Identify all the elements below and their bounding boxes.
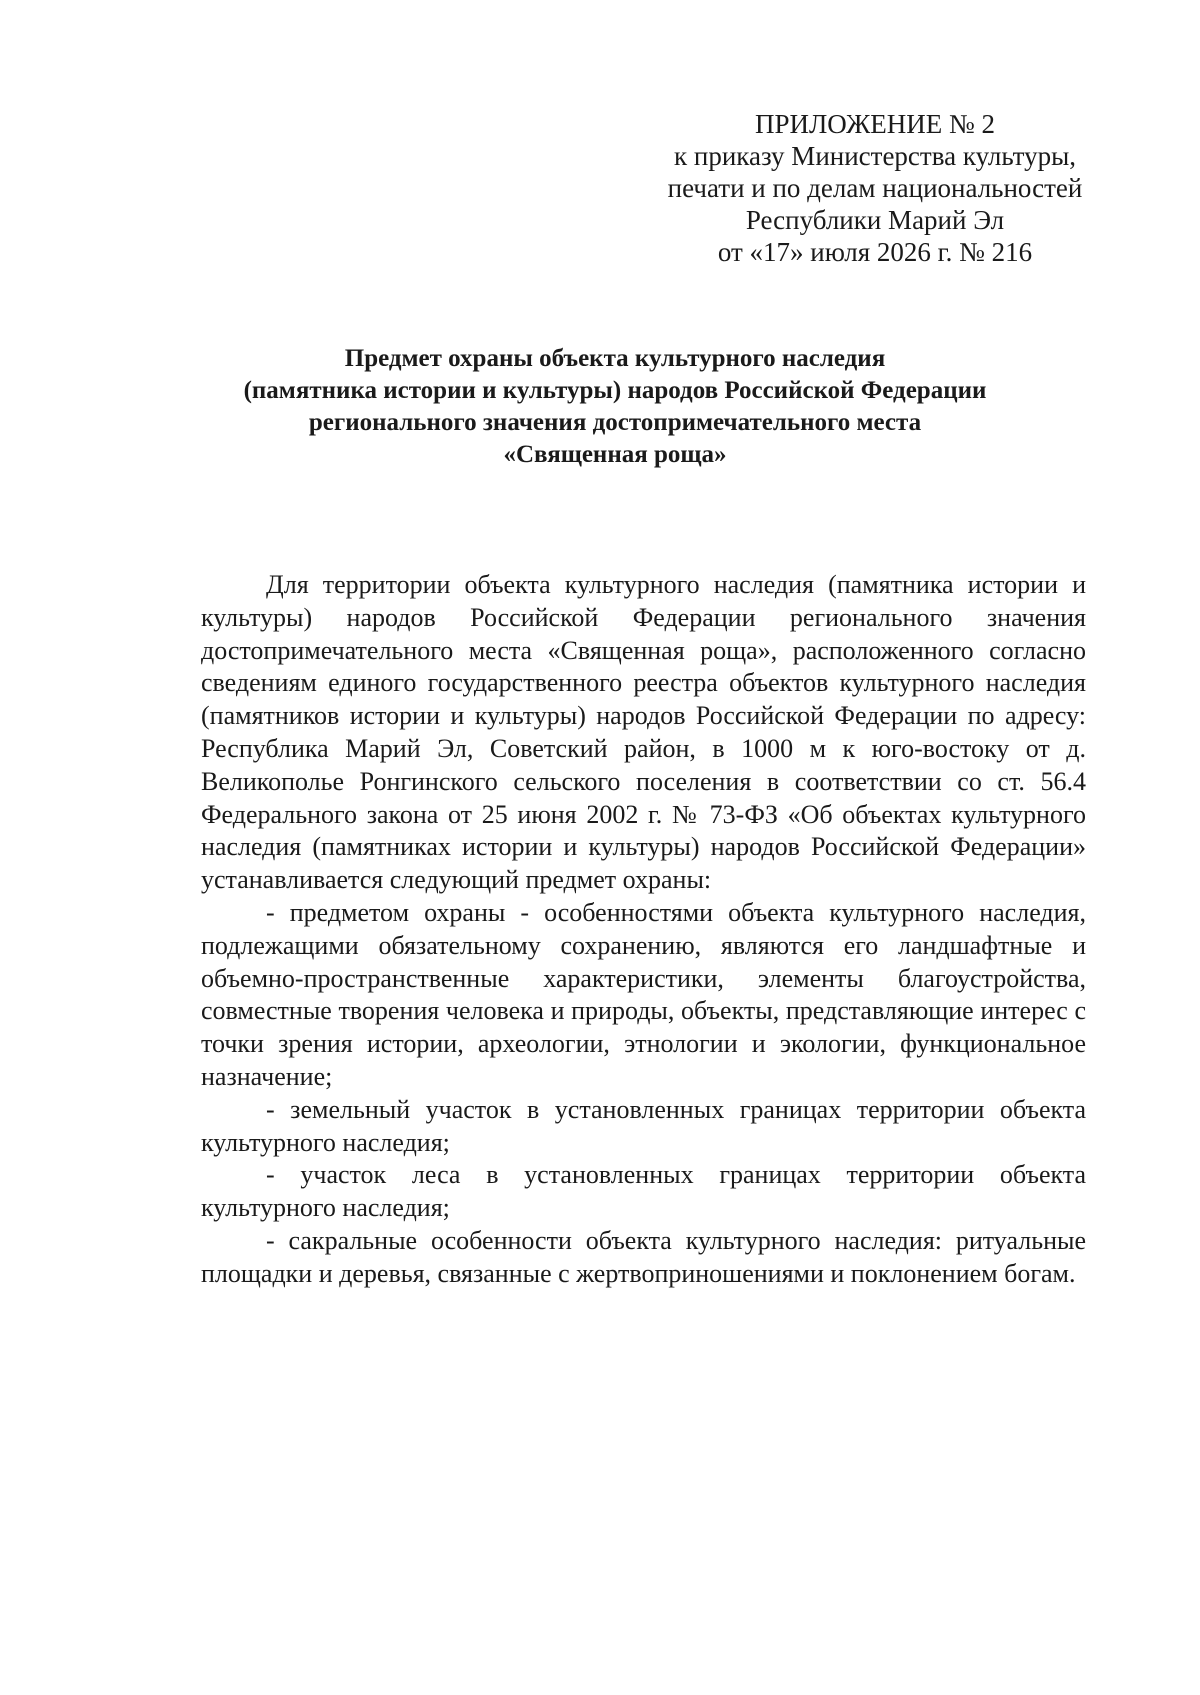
- document-body: [201, 569, 1086, 1291]
- intro-paragraph: Для территории объекта культурного наследия (памятника истории и культуры) народов Российской Федерации регионального значения достопримечательного места «Священная роща», расположенного согласно сведениям единого государственного реестра объектов культурного наследия (памятников истории и культуры) народов Российской Федерации по адресу: Республика Марий Эл, Советский район, в 1000 м к юго-востоку от д. Великополье Ронгинского сельского поселения в соответствии со ст. 56.4 Федерального закона от 25 июня 2002 г. № 73-ФЗ «Об объектах культурного наследия (памятниках истории и культуры) народов Российской Федерации» устанавливается следующий предмет охраны:: [201, 570, 1086, 895]
- document-title: [150, 343, 1080, 471]
- protection-item-3: - участок леса в установленных границах территории объекта культурного наследия;: [201, 1160, 1086, 1223]
- title-line-3: регионального значения достопримечательного места: [308, 409, 922, 436]
- appendix-republic-line: Республики Марий Эл: [745, 205, 1005, 235]
- appendix-number: ПРИЛОЖЕНИЕ № 2: [754, 109, 996, 139]
- title-line-4: «Священная роща»: [503, 441, 727, 468]
- protection-item-1: - предметом охраны - особенностями объекта культурного наследия, подлежащими обязательному сохранению, являются его ландшафтные и объемно-пространственные характеристики, элементы благоустройства, совместные творения человека и природы, объекты, представляющие интерес с точки зрения истории, археологии, этнологии и экологии, функциональное назначение;: [201, 897, 1086, 1091]
- title-line-1: Предмет охраны объекта культурного наследия: [344, 345, 886, 372]
- protection-item-2: - земельный участок в установленных границах территории объекта культурного наследия;: [201, 1094, 1086, 1157]
- appendix-ministry-line: печати и по делам национальностей: [667, 173, 1083, 203]
- appendix-header: [640, 108, 1110, 268]
- appendix-date-line: от «17» июля 2026 г. № 216: [717, 237, 1033, 267]
- appendix-order-line: к приказу Министерства культуры,: [674, 141, 1076, 171]
- title-line-2: (памятника истории и культуры) народов Российской Федерации: [243, 377, 987, 404]
- protection-item-4: - сакральные особенности объекта культурного наследия: ритуальные площадки и деревья, связанные с жертвоприношениями и поклонением богам.: [201, 1225, 1086, 1288]
